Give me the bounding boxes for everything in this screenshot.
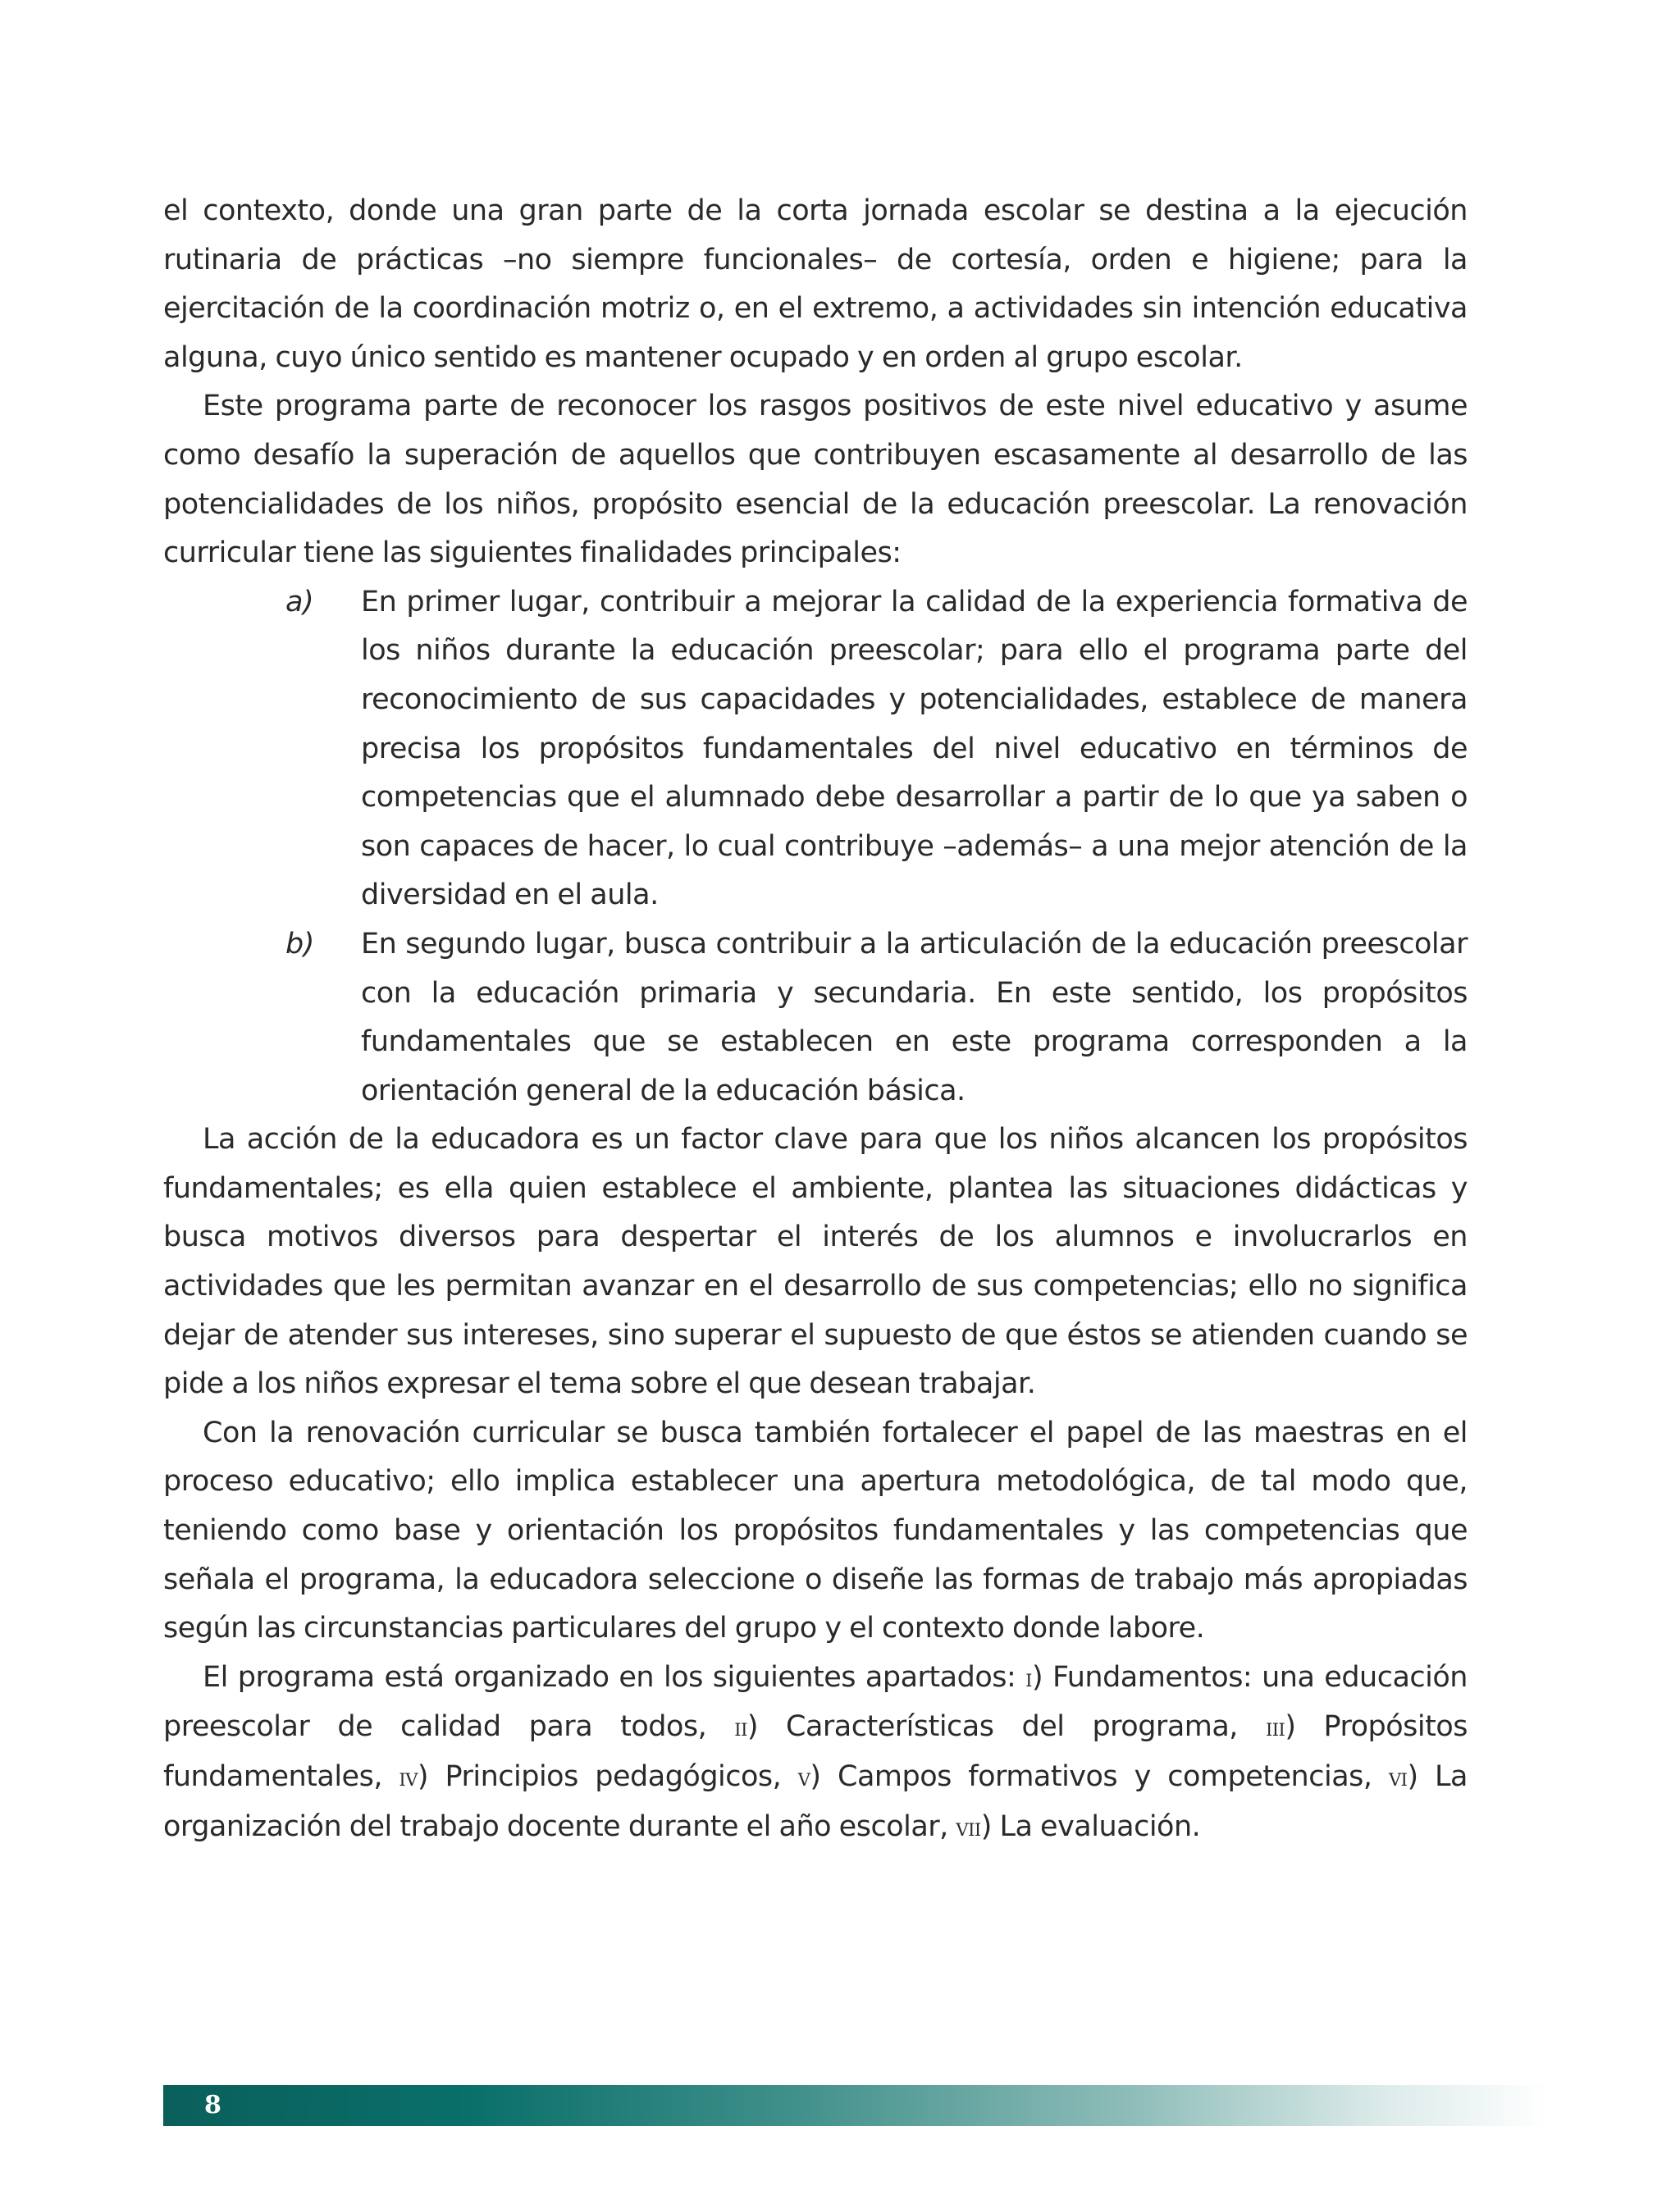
section-title: ) Fundamentos: una educación preescolar de calidad para todos,: [163, 1660, 1468, 1744]
list-item: [163, 578, 1468, 920]
section-title: ) La organización del trabajo docente durante el año escolar,: [163, 1760, 1468, 1843]
list-marker: b): [285, 927, 314, 961]
section-numeral: vii: [956, 1813, 981, 1842]
list-item-text: En primer lugar, contribuir a mejorar la calidad de la experiencia formativa de los niños durante la educación preescolar; para ello el programa parte del reconocimiento de sus capacidades y potencialidades, establece de manera precisa los propósitos fundamentales del nivel educativo en términos de competencias que el alumnado debe desarrollar a partir de lo que ya saben o son capaces de hacer, lo cual contribuye –además– a una mejor atención de la diversidad en el aula.: [361, 585, 1468, 912]
body-text: [163, 187, 1468, 1852]
section-numeral: vi: [1388, 1764, 1408, 1792]
footer-bar: [163, 2085, 1550, 2126]
paragraph-program-goals: Este programa parte de reconocer los rasgos positivos de este nivel educativo y asume como desafío la superación de aquellos que contribuyen escasamente al desarrollo de las potencialidades de los niños, propósito esencial de la educación preescolar. La renovación curricular tiene las siguientes finalidades principales:: [163, 390, 1468, 570]
section-numeral: ii: [734, 1713, 747, 1743]
section-title: ) La evaluación.: [980, 1809, 1201, 1843]
paragraph-context: el contexto, donde una gran parte de la corta jornada escolar se destina a la ejecución rutinaria de prácticas –no siempre funcionales– de cortesía, orden e higiene; para la ejercitación de la coordinación motriz o, en el extremo, a actividades sin intención educativa alguna, cuyo único sentido es mantener ocupado y en orden al grupo escolar.: [163, 194, 1468, 374]
section-title: ) Características del programa,: [746, 1710, 1266, 1744]
section-title: ) Propósitos fundamentales,: [163, 1710, 1468, 1793]
sections-intro: El programa está organizado en los siguientes apartados:: [203, 1660, 1026, 1694]
section-title: ) Campos formativos y competencias,: [810, 1760, 1389, 1793]
list-item-text: En segundo lugar, busca contribuir a la articulación de la educación preescolar con la educación primaria y secundaria. En este sentido, los propósitos fundamentales que se establecen en este programa corresponden a la orientación general de la educación básica.: [361, 927, 1468, 1107]
paragraph-educator-role: La acción de la educadora es un factor clave para que los niños alcancen los propósitos fundamentales; es ella quien establece el ambiente, plantea las situaciones didácticas y busca motivos diversos para despertar el interés de los alumnos e involucrarlos en actividades que les permitan avanzar en el desarrollo de sus competencias; ello no significa dejar de atender sus intereses, sino superar el supuesto de que éstos se atienden cuando se pide a los niños expresar el tema sobre el que desean trabajar.: [163, 1123, 1468, 1401]
section-numeral: v: [797, 1764, 810, 1792]
page-number: 8: [204, 2091, 221, 2120]
list-item: [163, 920, 1468, 1116]
section-numeral: iv: [399, 1764, 418, 1792]
section-title: ) Principios pedagógicos,: [417, 1760, 798, 1793]
section-numeral: i: [1025, 1663, 1032, 1693]
section-numeral: iii: [1265, 1713, 1285, 1743]
paragraph-program-sections: [163, 1654, 1468, 1852]
paragraph-curricular-renewal: Con la renovación curricular se busca también fortalecer el papel de las maestras en el proceso educativo; ello implica establecer una apertura metodológica, de tal modo que, teniendo como base y orientación los propósitos fundamentales y las competencias que señala el programa, la educadora seleccione o diseñe las formas de trabajo más apropiadas según las circunstancias particulares del grupo y el contexto donde labore.: [163, 1416, 1468, 1645]
goals-list: [163, 578, 1468, 1116]
list-marker: a): [285, 585, 314, 618]
